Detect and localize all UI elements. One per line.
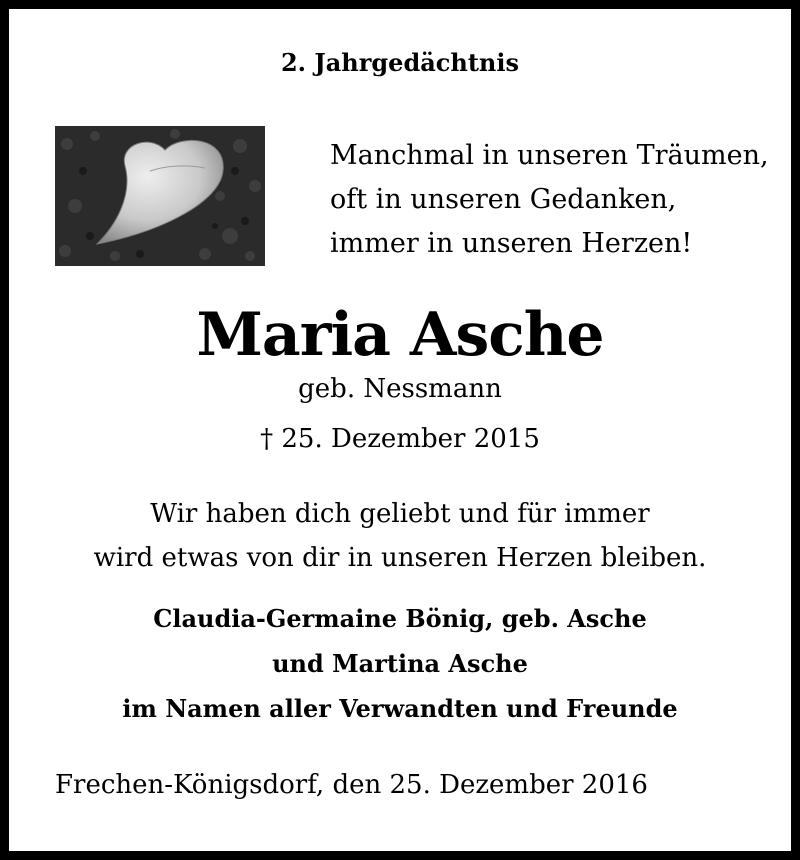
maiden-name: geb. Nessmann (298, 374, 502, 404)
verse-line: Manchmal in unseren Träumen, (330, 140, 769, 171)
stone-heart-icon (55, 126, 265, 266)
quote-line: Wir haben dich geliebt und für immer (150, 499, 650, 529)
place-and-date: Frechen-Königsdorf, den 25. Dezember 2016 (55, 770, 648, 800)
mourner-line: im Namen aller Verwandten und Freunde (122, 694, 678, 723)
mourner-line: und Martina Asche (272, 649, 528, 678)
verse-line: immer in unseren Herzen! (330, 228, 693, 259)
mourner-line: Claudia-Germaine Bönig, geb. Asche (153, 604, 647, 633)
verse (330, 134, 769, 266)
deceased-name: Maria Asche (196, 300, 604, 370)
death-date: † 25. Dezember 2015 (260, 424, 540, 454)
mourners (0, 596, 800, 731)
memorial-quote (0, 492, 800, 580)
quote-line: wird etwas von dir in unseren Herzen bleiben. (93, 543, 707, 573)
verse-line: oft in unseren Gedanken, (330, 184, 677, 215)
anniversary-heading: 2. Jahrgedächtnis (280, 48, 520, 77)
